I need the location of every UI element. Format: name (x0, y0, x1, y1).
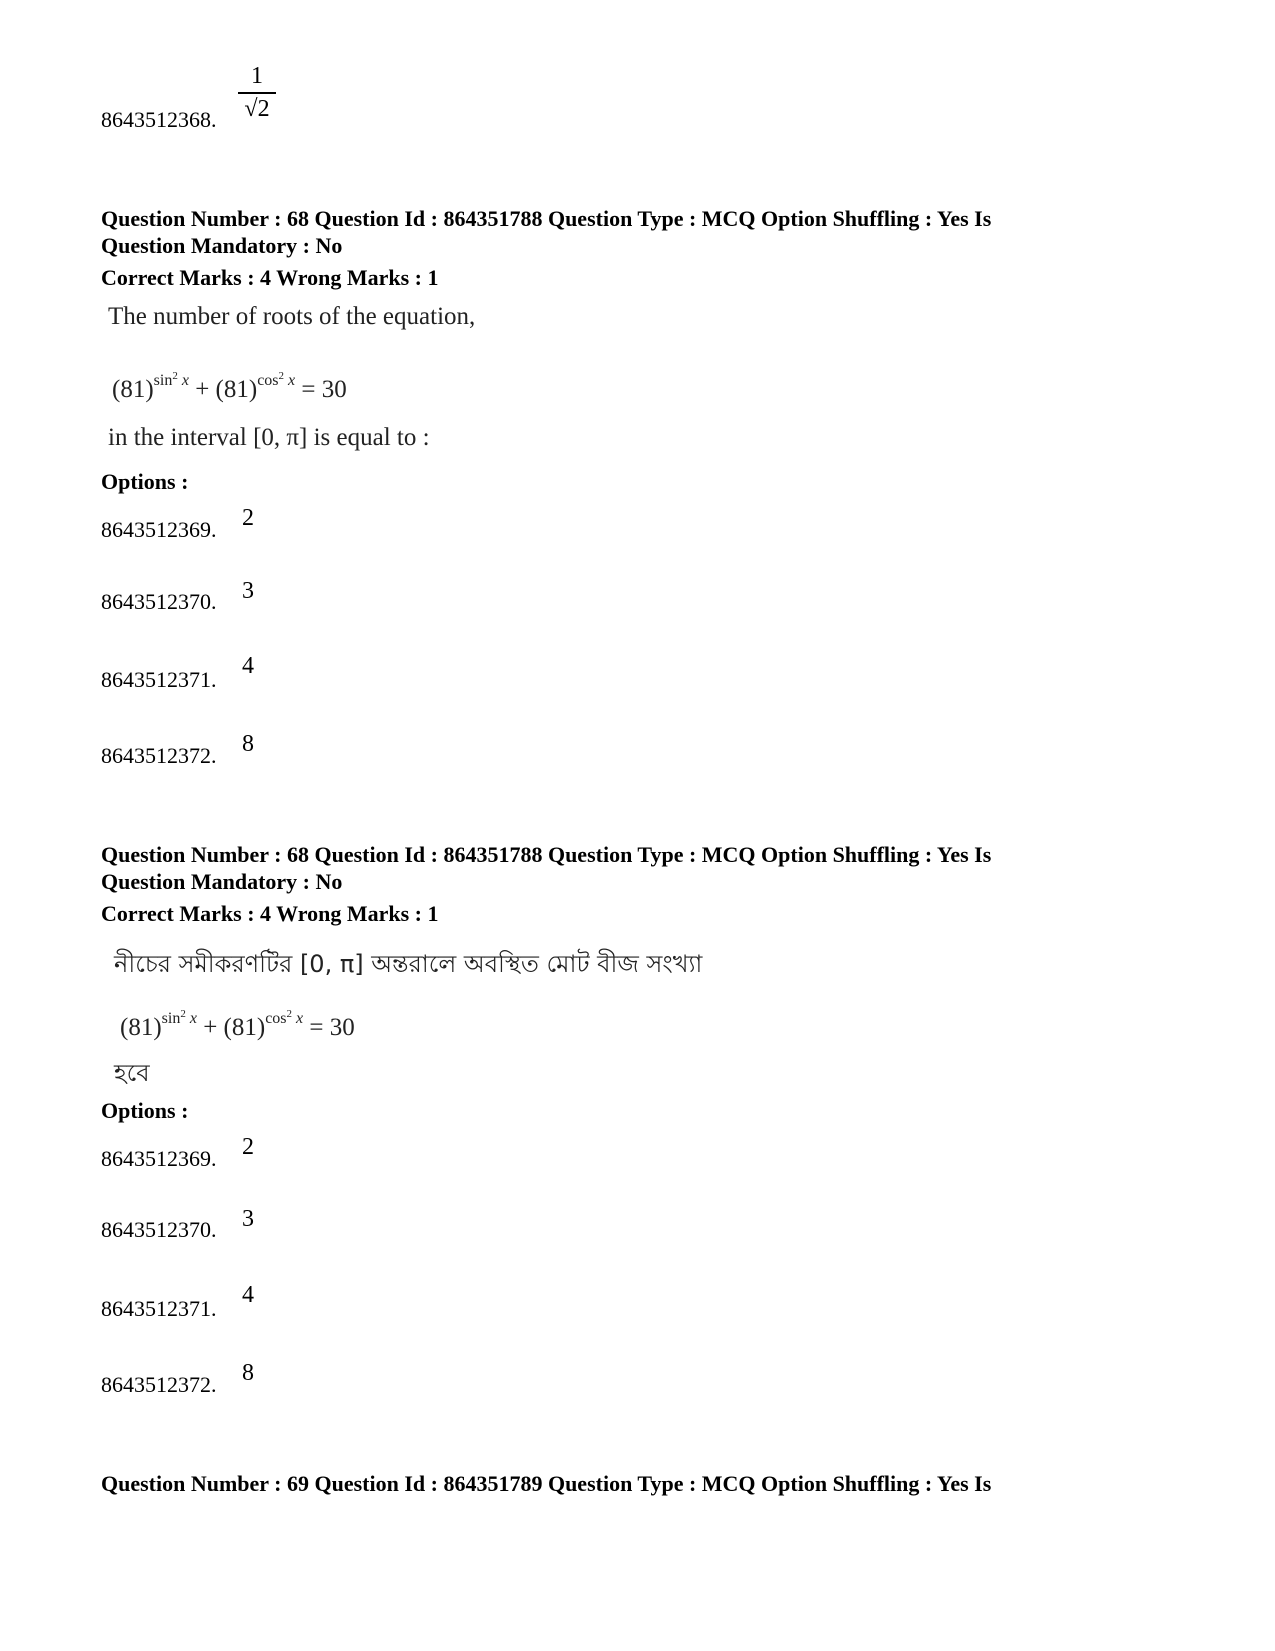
equation-base: (81) (120, 1014, 162, 1041)
exponent-function: cos (257, 372, 279, 389)
question-stem-line: হবে (114, 1059, 150, 1087)
question-marks-line: Correct Marks : 4 Wrong Marks : 1 (101, 265, 439, 290)
equation-base: (81) (223, 1014, 266, 1041)
equation-operator: + (196, 1014, 224, 1041)
option-id: 8643512368. (101, 107, 217, 132)
question-stem-line: নীচের সমীকরণটির [0, π] অন্তরালে অবস্থিত মোট বীজ সংখ্যা (114, 950, 703, 978)
fraction-bar (238, 92, 276, 94)
option-value: 4 (242, 653, 254, 679)
fraction-option-value (238, 62, 276, 122)
question-mandatory-line: Question Mandatory : No (101, 233, 343, 258)
option-value: 2 (242, 505, 254, 531)
option-id: 8643512372. (101, 1372, 217, 1397)
option-value: 8 (242, 731, 254, 757)
exponent-function: sin (161, 1010, 181, 1027)
option-id: 8643512369. (101, 517, 217, 542)
exponent-function: sin (153, 372, 173, 389)
question-marks-line: Correct Marks : 4 Wrong Marks : 1 (101, 901, 439, 926)
option-value: 4 (242, 1282, 254, 1308)
exponent-power: 2 (278, 370, 285, 382)
fraction-denominator: √2 (244, 96, 270, 122)
exponent-variable: x (185, 1010, 197, 1027)
fraction-numerator: 1 (251, 63, 263, 89)
question-equation (112, 370, 347, 404)
option-id: 8643512370. (101, 589, 217, 614)
exponent-power: 2 (172, 370, 178, 382)
question-meta-line: Question Number : 69 Question Id : 864351789 Question Type : MCQ Option Shuffling : Yes Is (101, 1471, 992, 1496)
equation-base: (81) (215, 376, 258, 403)
question-meta-line: Question Number : 68 Question Id : 864351788 Question Type : MCQ Option Shuffling : Yes Is (101, 842, 992, 867)
option-id: 8643512372. (101, 743, 217, 768)
exponent-variable: x (292, 1010, 304, 1027)
option-id: 8643512370. (101, 1217, 217, 1242)
equation-exponent (265, 1010, 303, 1027)
equation-exponent (257, 372, 295, 389)
option-value: 3 (242, 578, 254, 604)
option-id: 8643512369. (101, 1146, 217, 1171)
equation-exponent (162, 1010, 197, 1027)
option-id: 8643512371. (101, 1296, 217, 1321)
option-value: 2 (242, 1134, 254, 1160)
exponent-power: 2 (180, 1008, 186, 1020)
question-meta-line: Question Number : 68 Question Id : 864351788 Question Type : MCQ Option Shuffling : Yes Is (101, 206, 992, 231)
question-stem-line: in the interval [0, π] is equal to : (108, 424, 430, 451)
equation-exponent (154, 372, 189, 389)
question-stem-line: The number of roots of the equation, (108, 303, 476, 330)
equation-base: (81) (112, 376, 154, 403)
equation-rhs: = 30 (303, 1014, 355, 1041)
question-mandatory-line: Question Mandatory : No (101, 869, 343, 894)
option-value: 8 (242, 1360, 254, 1386)
option-value: 3 (242, 1206, 254, 1232)
equation-rhs: = 30 (295, 376, 347, 403)
option-id: 8643512371. (101, 667, 217, 692)
equation-operator: + (188, 376, 216, 403)
options-label: Options : (101, 469, 189, 494)
exponent-power: 2 (286, 1008, 293, 1020)
exponent-variable: x (284, 372, 296, 389)
options-label: Options : (101, 1098, 189, 1123)
question-equation (120, 1008, 355, 1042)
exponent-function: cos (265, 1010, 287, 1027)
exponent-variable: x (177, 372, 189, 389)
